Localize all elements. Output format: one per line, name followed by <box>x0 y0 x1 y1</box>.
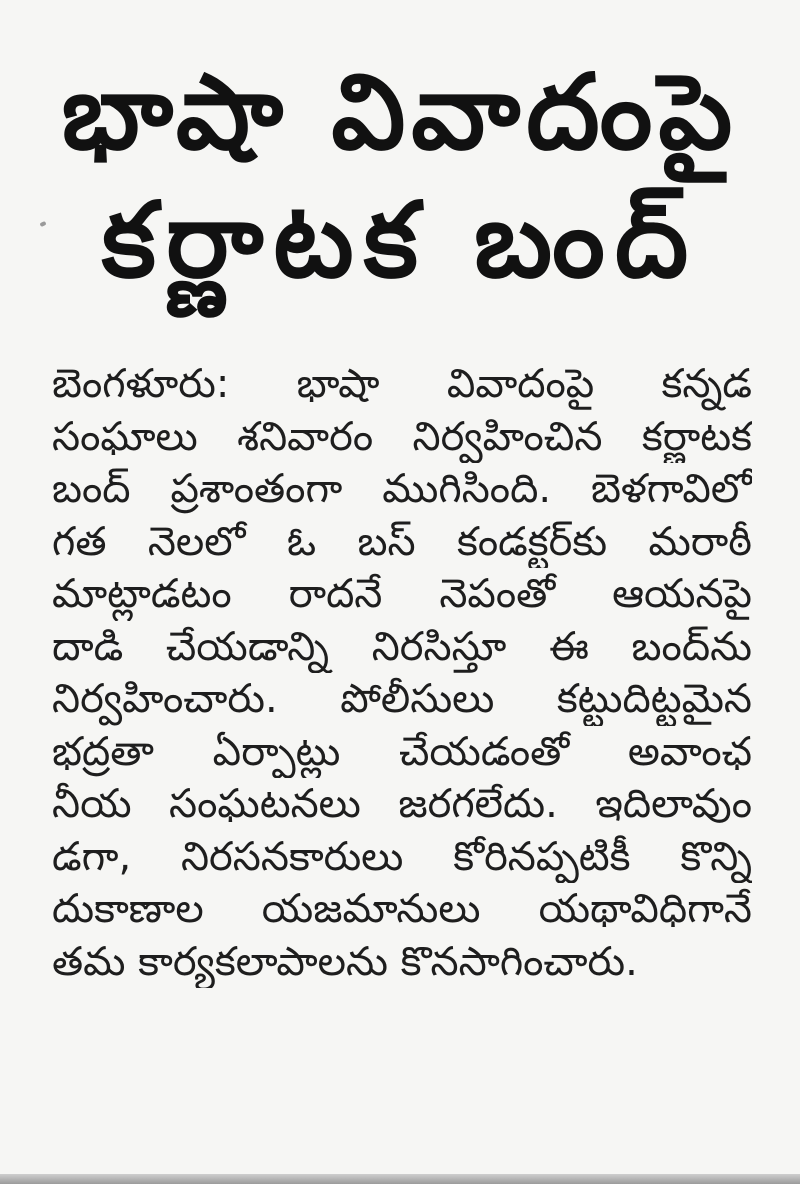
body-line: నిర్వహించారు. పోలీసులు కట్టుదిట్టమైన <box>52 676 752 722</box>
body-line: నీయ సంఘటనలు జరగలేదు. ఇదిలావుం <box>52 781 752 827</box>
body-line: తమ కార్యకలాపాలను కొనసాగించారు. <box>52 938 638 985</box>
article-body <box>52 358 752 988</box>
headline-line-1: భాషా వివాదంపై <box>61 51 739 173</box>
body-line: బెంగళూరు: భాషా వివాదంపై కన్నడ <box>52 361 752 407</box>
bottom-rule <box>0 1174 800 1184</box>
body-line: మాట్లాడటం రాదనే నెపంతో ఆయనపై <box>52 571 752 617</box>
body-line: దాడి చేయడాన్ని నిరసిస్తూ ఈ బంద్‌ను <box>52 623 752 670</box>
body-line: బంద్ ప్రశాంతంగా ముగిసింది. బెళగావిలో <box>52 466 752 512</box>
body-line: దుకాణాల యజమానులు యథావిధిగానే <box>52 886 752 932</box>
headline-line-2: కర్ణాటక బంద్ <box>101 179 699 301</box>
body-line: గత నెలలో ఓ బస్ కండక్టర్‌కు మరాఠీ <box>52 518 752 565</box>
body-line: భద్రతా ఏర్పాట్లు చేయడంతో అవాంఛ <box>52 728 752 775</box>
body-line: సంఘాలు శనివారం నిర్వహించిన కర్ణాటక <box>52 413 752 460</box>
body-line: డగా, నిరసనకారులు కోరినప్పటికీ కొన్ని <box>52 833 752 880</box>
